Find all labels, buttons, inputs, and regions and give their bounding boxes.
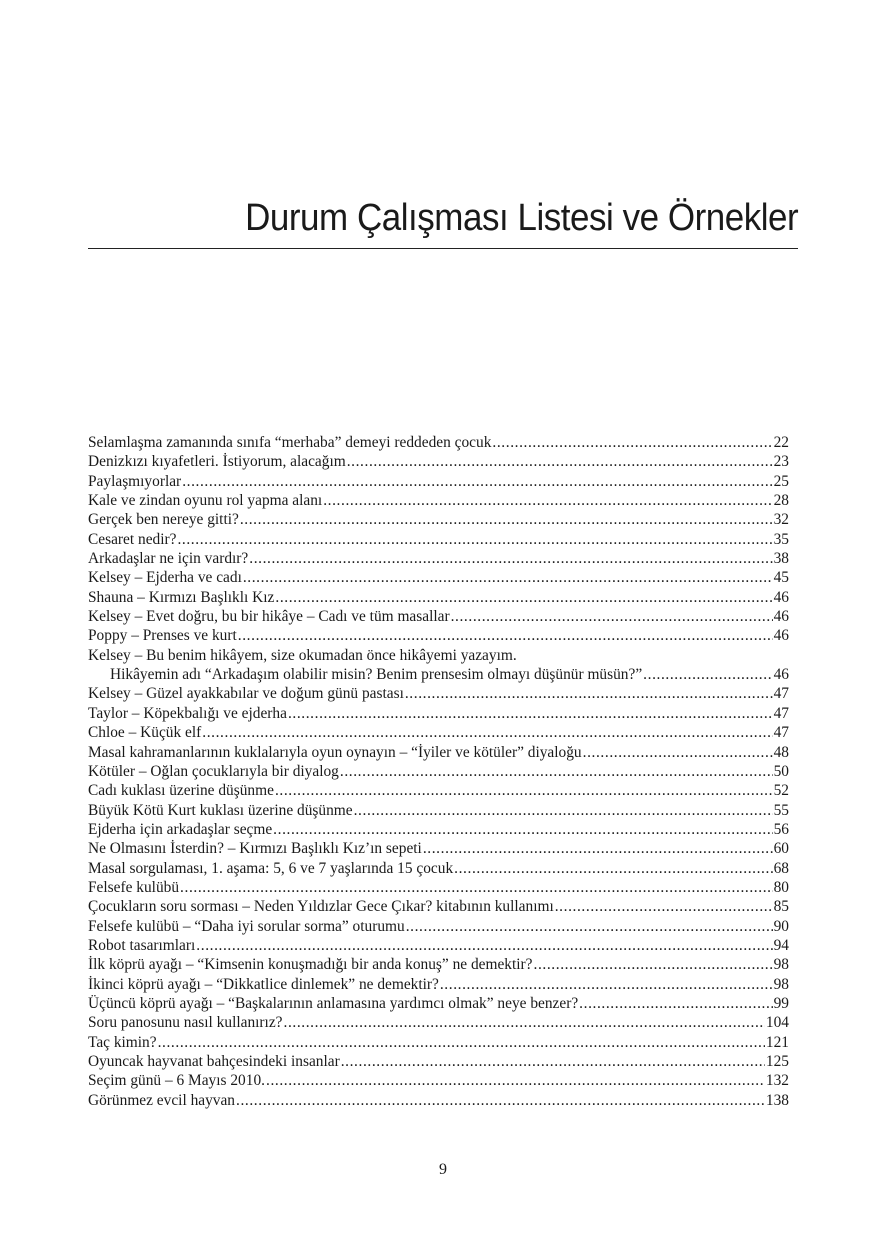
toc-entry [88,743,789,762]
toc-entry-title: İlk köprü ayağı – “Kimsenin konuşmadığı bir anda konuş” ne demektir? [88,956,533,974]
toc-dot-leader [273,820,772,839]
toc-dot-leader [347,452,773,471]
toc-entry-page: 132 [765,1072,789,1090]
toc-entry [88,820,789,839]
toc-entry-title: Ejderha için arkadaşlar seçme [88,820,273,838]
toc-entry [88,1052,789,1071]
toc-entry-page: 46 [773,666,789,684]
toc-dot-leader [323,491,772,510]
toc-entry [88,897,789,916]
toc-dot-leader [451,607,773,626]
toc-entry-page: 46 [773,627,789,645]
toc-entry-page: 28 [773,492,789,510]
toc-entry-title: Oyuncak hayvanat bahçesindeki insanlar [88,1053,340,1070]
toc-entry-page: 138 [765,1091,789,1109]
toc-entry-page: 90 [773,917,789,935]
toc-entry [88,568,789,587]
toc-dot-leader [534,955,773,974]
toc-entry [88,955,789,974]
toc-entry-title: Kelsey – Ejderha ve cadı [88,569,242,587]
toc-entry-title: Taylor – Köpekbalığı ve ejderha [88,704,287,722]
toc-entry-title: İkinci köprü ayağı – “Dikkatlice dinlemek” ne demektir? [88,975,439,993]
toc-entry-title: Selamlaşma zamanında sınıfa “merhaba” demeyi reddeden çocuk [88,434,492,451]
toc-dot-leader [238,626,773,645]
toc-dot-leader [275,588,772,607]
toc-entry-title: Shauna – Kırmızı Başlıklı Kız [88,588,275,606]
toc-entry-page: 32 [773,511,789,529]
toc-dot-leader [555,897,773,916]
toc-entry-title: Cadı kuklası üzerine düşünme [88,782,274,800]
toc-entry [88,1033,789,1052]
toc-entry-page: 25 [773,472,789,490]
toc-dot-leader [288,704,773,723]
toc-entry-page: 46 [773,608,789,626]
toc-dot-leader [284,1013,765,1032]
toc-dot-leader [340,762,773,781]
toc-entry-title: Paylaşmıyorlar [88,472,182,490]
toc-entry-title: Robot tasarımları [88,936,196,954]
toc-entry [88,859,789,878]
toc-entry [88,704,789,723]
toc-entry [88,452,789,471]
toc-entry-page: 104 [765,1014,789,1032]
toc-dot-leader [341,1052,765,1071]
toc-entry [88,975,789,994]
toc-entry-title: Taç kimin? [88,1033,157,1051]
toc-entry-page: 85 [773,898,789,916]
toc-dot-leader [202,723,772,742]
toc-entry-page: 94 [773,936,789,954]
toc-entry [88,1091,789,1110]
toc-entry [88,994,789,1013]
toc-entry-title: Kelsey – Evet doğru, bu bir hikâye – Cadı ve tüm masallar [88,608,450,626]
toc-entry-page: 50 [773,762,789,780]
toc-entry [88,607,789,626]
toc-entry-page: 45 [773,569,789,587]
toc-entry [88,549,789,568]
toc-entry [88,878,789,897]
toc-entry [88,510,789,529]
toc-entry [88,433,789,452]
toc-entry-page: 46 [773,588,789,606]
toc-dot-leader [406,917,773,936]
toc-entry-page: 80 [773,878,789,896]
toc-entry [88,936,789,955]
toc-entry-page: 121 [765,1033,789,1051]
toc-dot-leader [196,936,772,955]
title-divider [88,248,798,249]
toc-entry-page: 98 [773,956,789,974]
toc-entry [88,588,789,607]
case-study-list [88,433,789,1110]
toc-entry-title: Hikâyemin adı “Arkadaşım olabilir misin? Benim prensesim olmayı düşünür müsün?” [110,666,643,684]
toc-entry-page: 60 [773,840,789,858]
toc-entry-title: Poppy – Prenses ve kurt [88,627,237,645]
toc-entry-title: Görünmez evcil hayvan [88,1091,236,1109]
toc-entry [88,723,789,742]
toc-entry-title: Arkadaşlar ne için vardır? [88,550,249,568]
toc-entry [88,1013,789,1032]
toc-entry-page: 47 [773,724,789,742]
toc-dot-leader [180,878,773,897]
toc-entry-title: Soru panosunu nasıl kullanırız? [88,1014,283,1032]
toc-entry [88,684,789,703]
toc-dot-leader [579,994,772,1013]
toc-entry-page: 68 [773,859,789,877]
toc-entry-page: 99 [773,994,789,1012]
toc-entry-title: Chloe – Küçük elf [88,724,202,742]
toc-dot-leader [266,1071,765,1090]
toc-entry-title: Cesaret nedir? [88,530,177,548]
toc-dot-leader [583,743,773,762]
toc-entry-title: Kelsey – Güzel ayakkabılar ve doğum günü pastası [88,685,404,703]
toc-dot-leader [405,684,773,703]
toc-entry-title: Çocukların soru sorması – Neden Yıldızlar Gece Çıkar? kitabının kullanımı [88,898,554,916]
toc-entry [88,665,789,684]
toc-entry-title: Masal sorgulaması, 1. aşama: 5, 6 ve 7 yaşlarında 15 çocuk [88,859,454,877]
toc-entry-page: 47 [773,685,789,703]
toc-entry [88,762,789,781]
page-title: Durum Çalışması Listesi ve Örnekler [244,197,798,239]
toc-entry-page: 56 [773,820,789,838]
toc-entry [88,472,789,491]
toc-dot-leader [240,510,773,529]
toc-entry-title: Felsefe kulübü [88,878,180,896]
toc-dot-leader [440,975,773,994]
toc-dot-leader [643,665,772,684]
toc-entry-page: 23 [773,453,789,471]
toc-entry [88,1071,789,1090]
toc-dot-leader [492,433,772,452]
toc-entry [88,646,789,665]
toc-entry-page: 38 [773,550,789,568]
toc-dot-leader [182,472,772,491]
page-number: 9 [439,1161,447,1178]
toc-entry-page: 125 [765,1053,789,1070]
toc-dot-leader [423,839,773,858]
toc-entry [88,839,789,858]
toc-entry-title: Kötüler – Oğlan çocuklarıyla bir diyalog [88,762,339,780]
toc-entry [88,491,789,510]
toc-entry-title: Seçim günü – 6 Mayıs 2010. [88,1072,265,1090]
toc-entry [88,626,789,645]
toc-entry-page: 35 [773,530,789,548]
toc-entry-page: 48 [773,743,789,761]
toc-dot-leader [249,549,772,568]
toc-entry-title: Üçüncü köprü ayağı – “Başkalarının anlamasına yardımcı olmak” neye benzer? [88,994,579,1012]
toc-dot-leader [275,781,773,800]
toc-dot-leader [236,1091,765,1110]
toc-entry-title: Ne Olmasını İsterdin? – Kırmızı Başlıklı Kız’ın sepeti [88,840,422,858]
toc-entry-page: 55 [773,801,789,819]
toc-entry-title: Gerçek ben nereye gitti? [88,511,239,529]
toc-entry-title: Büyük Kötü Kurt kuklası üzerine düşünme [88,801,353,819]
toc-entry-title: Felsefe kulübü – “Daha iyi sorular sorma” oturumu [88,917,405,935]
toc-dot-leader [243,568,773,587]
toc-entry [88,801,789,820]
toc-entry-page: 52 [773,782,789,800]
toc-dot-leader [454,859,772,878]
toc-entry [88,917,789,936]
toc-entry-page: 22 [773,434,789,451]
toc-dot-leader [177,530,772,549]
toc-entry [88,781,789,800]
toc-entry-title: Denizkızı kıyafetleri. İstiyorum, alacağım [88,453,346,471]
toc-entry-page: 98 [773,975,789,993]
toc-entry-title: Kelsey – Bu benim hikâyem, size okumadan önce hikâyemi yazayım. [88,646,517,664]
toc-entry-title: Kale ve zindan oyunu rol yapma alanı [88,492,323,510]
toc-dot-leader [158,1033,765,1052]
toc-dot-leader [354,801,773,820]
toc-entry [88,530,789,549]
toc-entry-page: 47 [773,704,789,722]
toc-entry-title: Masal kahramanlarının kuklalarıyla oyun oynayın – “İyiler ve kötüler” diyaloğu [88,743,582,761]
